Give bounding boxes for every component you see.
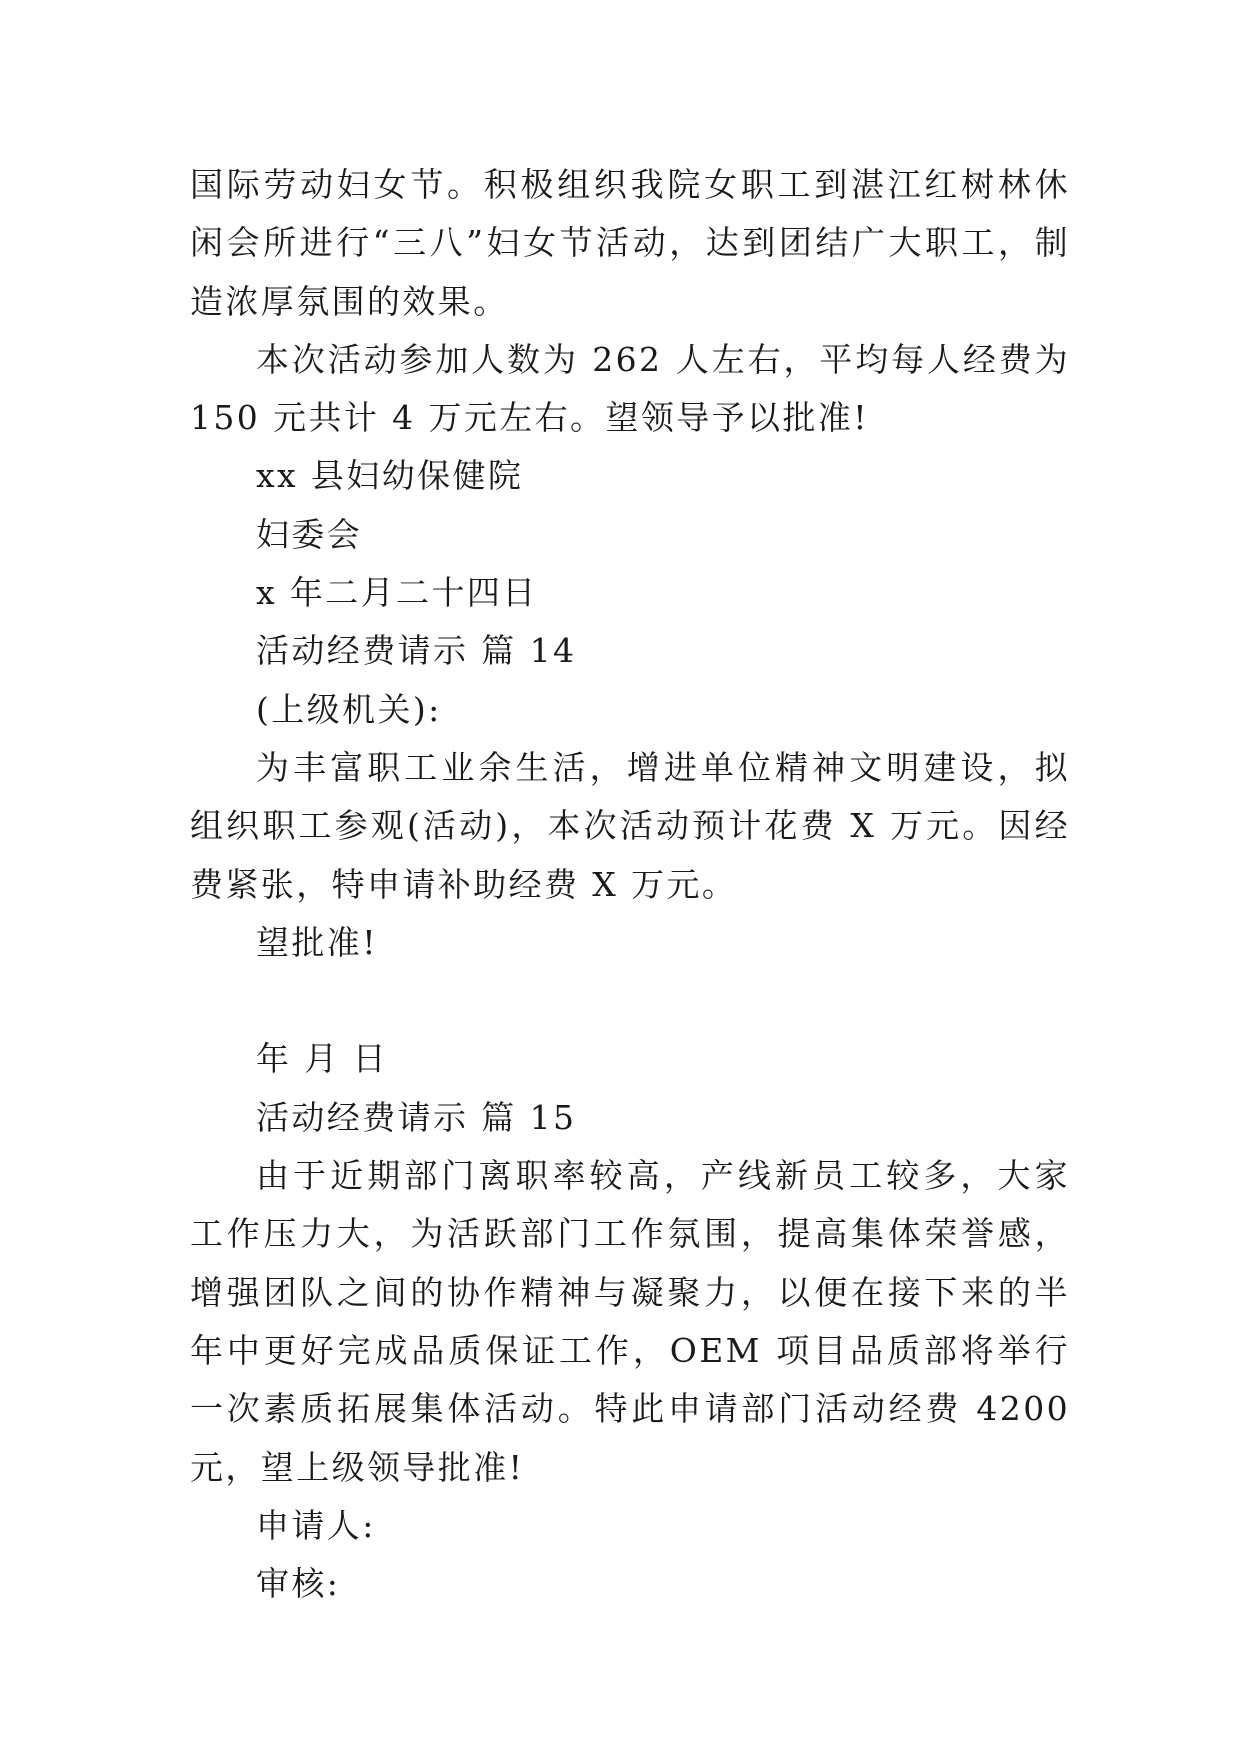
section-heading-15: 活动经费请示 篇 15 xyxy=(256,1097,577,1137)
signature-committee: 妇委会 xyxy=(256,514,363,554)
reviewer-label: 审核: xyxy=(256,1564,341,1604)
signature-date: x 年二月二十四日 xyxy=(256,573,538,613)
document-body xyxy=(190,156,1070,1613)
salutation-superior: (上级机关): xyxy=(256,689,442,729)
applicant-label: 申请人: xyxy=(256,1505,376,1545)
date-placeholder: 年 月 日 xyxy=(256,1039,388,1079)
paragraph-womens-day-activity: 国际劳动妇女节。积极组织我院女职工到湛江红树林休闲会所进行“三八”妇女节活动，达到团结广大职工，制造浓厚氛围的效果。 xyxy=(190,165,1070,321)
section-heading-14: 活动经费请示 篇 14 xyxy=(256,631,577,671)
blank-line xyxy=(190,972,1070,1030)
paragraph-participants-budget: 本次活动参加人数为 262 人左右，平均每人经费为 150 元共计 4 万元左右。望领导予以批准! xyxy=(190,339,1070,438)
paragraph-request-subsidy: 为丰富职工业余生活，增进单位精神文明建设，拟组织职工参观(活动)，本次活动预计花费 X 万元。因经费紧张，特申请补助经费 X 万元。 xyxy=(190,747,1070,904)
paragraph-approval-request: 望批准! xyxy=(256,922,378,962)
signature-organization: xx 县妇幼保健院 xyxy=(256,456,524,496)
paragraph-team-building: 由于近期部门离职率较高，产线新员工较多，大家工作压力大，为活跃部门工作氛围，提高集体荣誉感，增强团队之间的协作精神与凝聚力，以便在接下来的半年中更好完成品质保证工作，OEM 项目品质部将举行一次素质拓展集体活动。特此申请部门活动经费 4200 元，望上级领导批准! xyxy=(190,1156,1070,1487)
